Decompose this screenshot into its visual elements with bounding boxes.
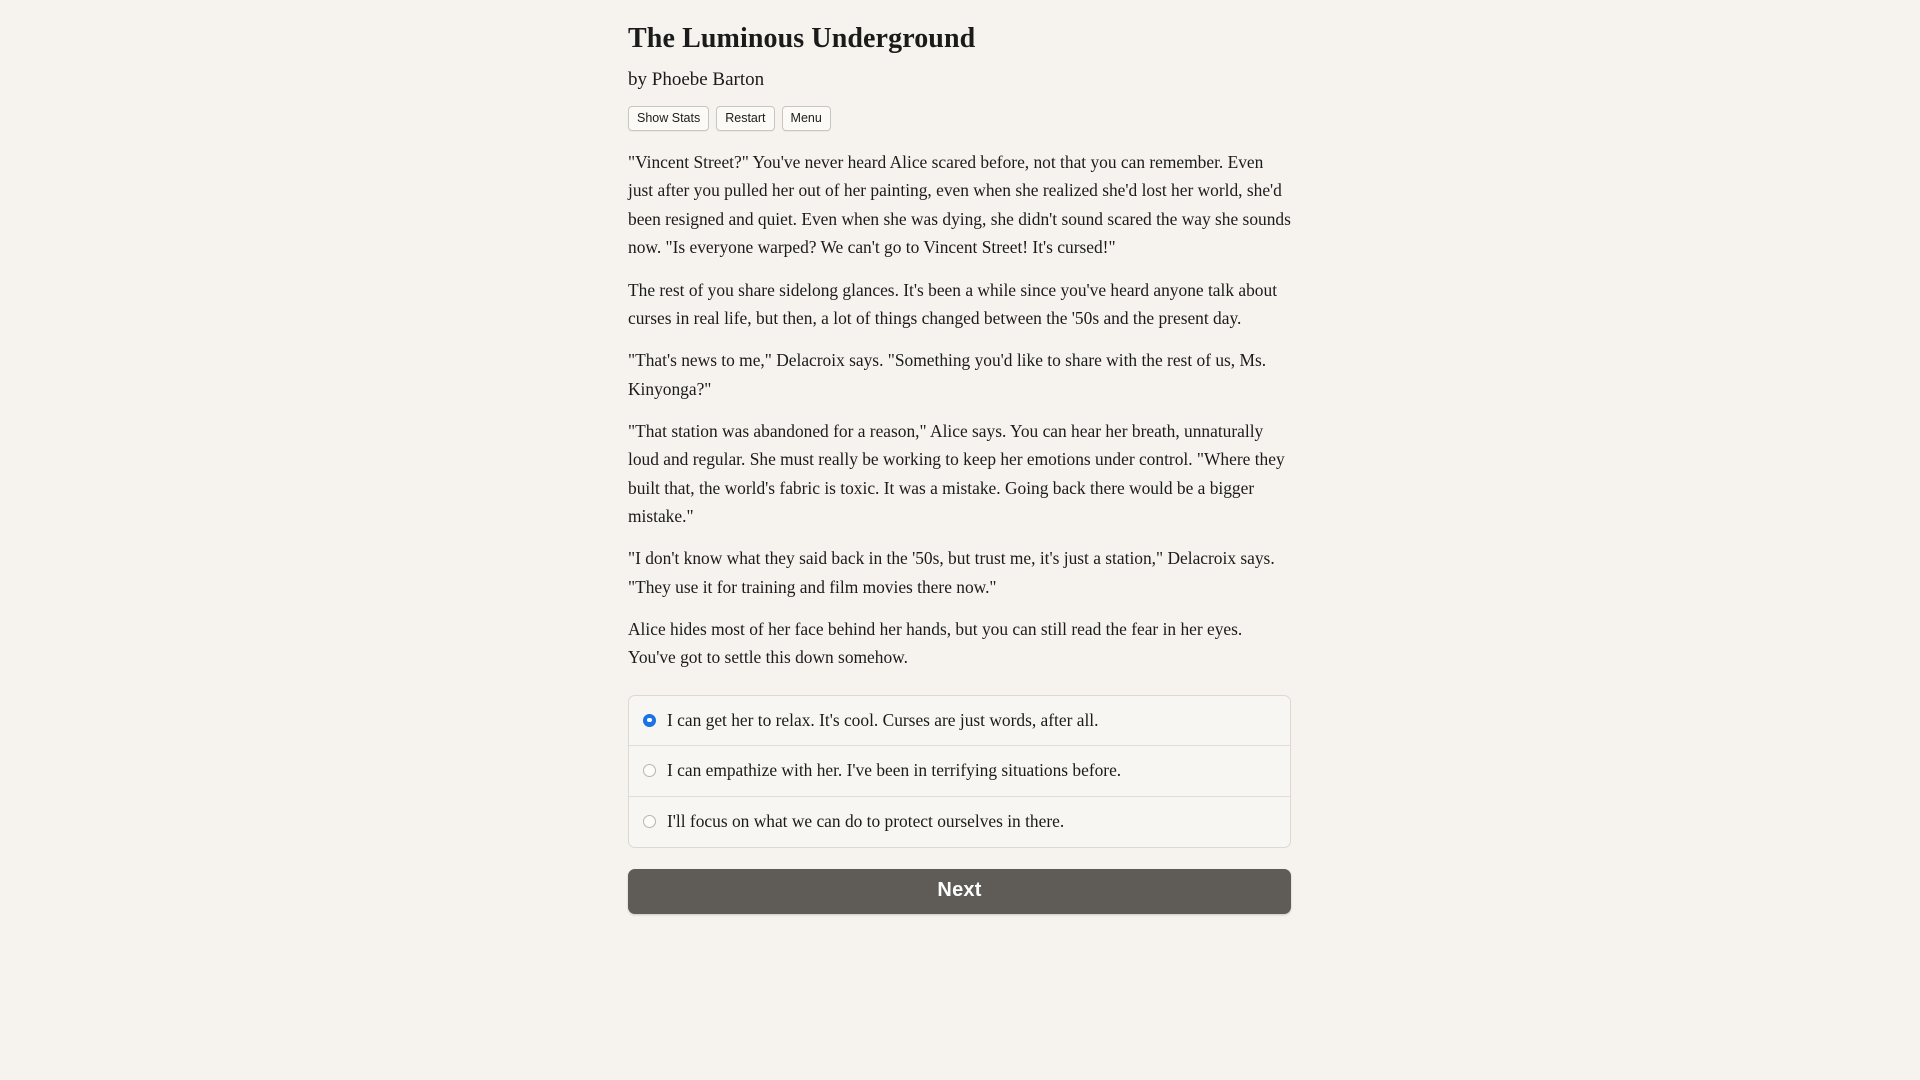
- choice-label: I can get her to relax. It's cool. Curses are just words, after all.: [667, 709, 1099, 730]
- choice-option[interactable]: [629, 796, 1290, 847]
- story-paragraph: The rest of you share sidelong glances. It's been a while since you've heard anyone talk about curses in real life, but then, a lot of things changed between the '50s and the present day.: [628, 279, 1278, 328]
- toolbar: [628, 91, 1291, 132]
- content-column: [628, 0, 1291, 914]
- show-stats-button[interactable]: Show Stats: [628, 106, 709, 132]
- story-paragraph: "That station was abandoned for a reason," Alice says. You can hear her breath, unnaturally loud and regular. She must really be working to keep her emotions under control. "Where they built that, the world's fabric is toxic. It was a mistake. Going back there would be a bigger mistake.": [628, 420, 1285, 527]
- story-paragraph: "Vincent Street?" You've never heard Alice scared before, not that you can remember. Even just after you pulled her out of her painting, even when she realized she'd lost her world, she'd been resigned and quiet. Even when she was dying, she didn't sound scared the way she sounds now. "Is everyone warped? We can't go to Vincent Street! It's cursed!": [628, 152, 1291, 258]
- story-paragraph: Alice hides most of her face behind her hands, but you can still read the fear in her eyes. You've got to settle this down somehow.: [628, 619, 1243, 668]
- choice-option[interactable]: [629, 745, 1290, 796]
- choice-option[interactable]: [629, 696, 1290, 746]
- story-paragraph: "That's news to me," Delacroix says. "Something you'd like to share with the rest of us, Ms. Kinyonga?": [628, 350, 1267, 399]
- menu-button[interactable]: Menu: [782, 106, 831, 132]
- radio-unselected-icon[interactable]: [643, 764, 656, 777]
- story-text: [628, 131, 1291, 672]
- next-button[interactable]: Next: [628, 869, 1291, 914]
- story-paragraph: "I don't know what they said back in the '50s, but trust me, it's just a station," Delacroix says. "They use it for training and film movies there now.": [628, 548, 1275, 597]
- radio-unselected-icon[interactable]: [643, 815, 656, 828]
- choice-label: I can empathize with her. I've been in terrifying situations before.: [667, 760, 1122, 781]
- choice-label: I'll focus on what we can do to protect ourselves in there.: [667, 811, 1065, 832]
- radio-selected-icon[interactable]: [643, 714, 656, 727]
- restart-button[interactable]: Restart: [716, 106, 774, 132]
- choice-list: [628, 695, 1291, 848]
- page-title: The Luminous Underground: [628, 23, 976, 54]
- author-byline: by Phoebe Barton: [628, 68, 765, 90]
